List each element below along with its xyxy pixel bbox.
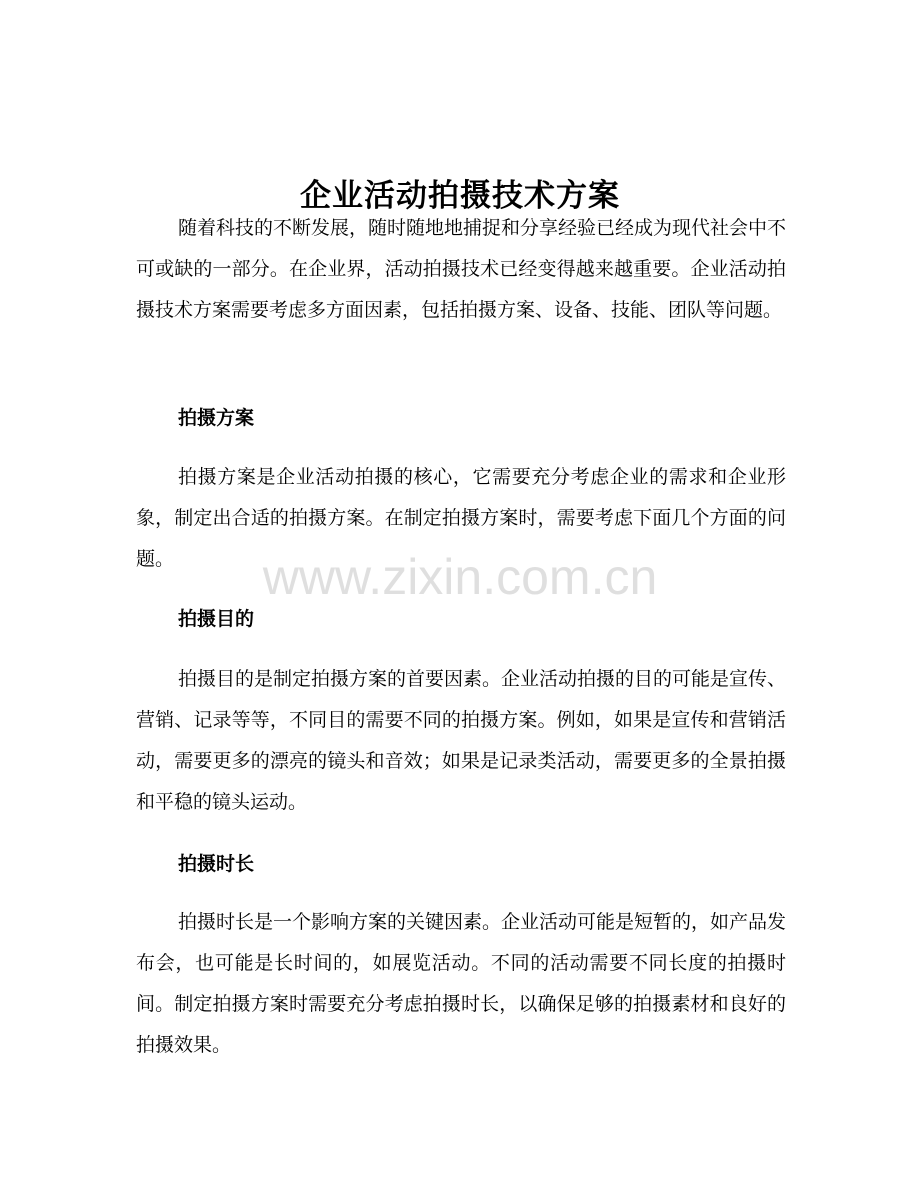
shooting-purpose-paragraph: 拍摄目的是制定拍摄方案的首要因素。企业活动拍摄的目的可能是宣传、营销、记录等等，不同目的需要不同的拍摄方案。例如，如果是宣传和营销活动，需要更多的漂亮的镜头和音效；如果是记录类活动，需要更多的全景拍摄和平稳的镜头运动。 [136,668,787,813]
shooting-duration-paragraph: 拍摄时长是一个影响方案的关键因素。企业活动可能是短暂的，如产品发布会，也可能是长时间的，如展览活动。不同的活动需要不同长度的拍摄时间。制定拍摄方案时需要充分考虑拍摄时长，以确保足够的拍摄素材和良好的拍摄效果。 [136,911,787,1056]
section-heading-shooting-duration: 拍摄时长 [178,853,255,875]
document-title: 企业活动拍摄技术方案 [300,177,620,214]
shooting-plan-paragraph: 拍摄方案是企业活动拍摄的核心，它需要充分考虑企业的需求和企业形象，制定出合适的拍摄方案。在制定拍摄方案时，需要考虑下面几个方面的问题。 [136,466,786,570]
section-heading-shooting-plan: 拍摄方案 [178,407,255,429]
intro-paragraph: 随着科技的不断发展，随时随地地捕捉和分享经验已经成为现代社会中不可或缺的一部分。在企业界，活动拍摄技术已经变得越来越重要。企业活动拍摄技术方案需要考虑多方面因素，包括拍摄方案、设备、技能、团队等问题。 [136,217,787,321]
watermark: www.zixin.com.cn [262,549,658,605]
section-heading-shooting-purpose: 拍摄目的 [178,608,255,630]
